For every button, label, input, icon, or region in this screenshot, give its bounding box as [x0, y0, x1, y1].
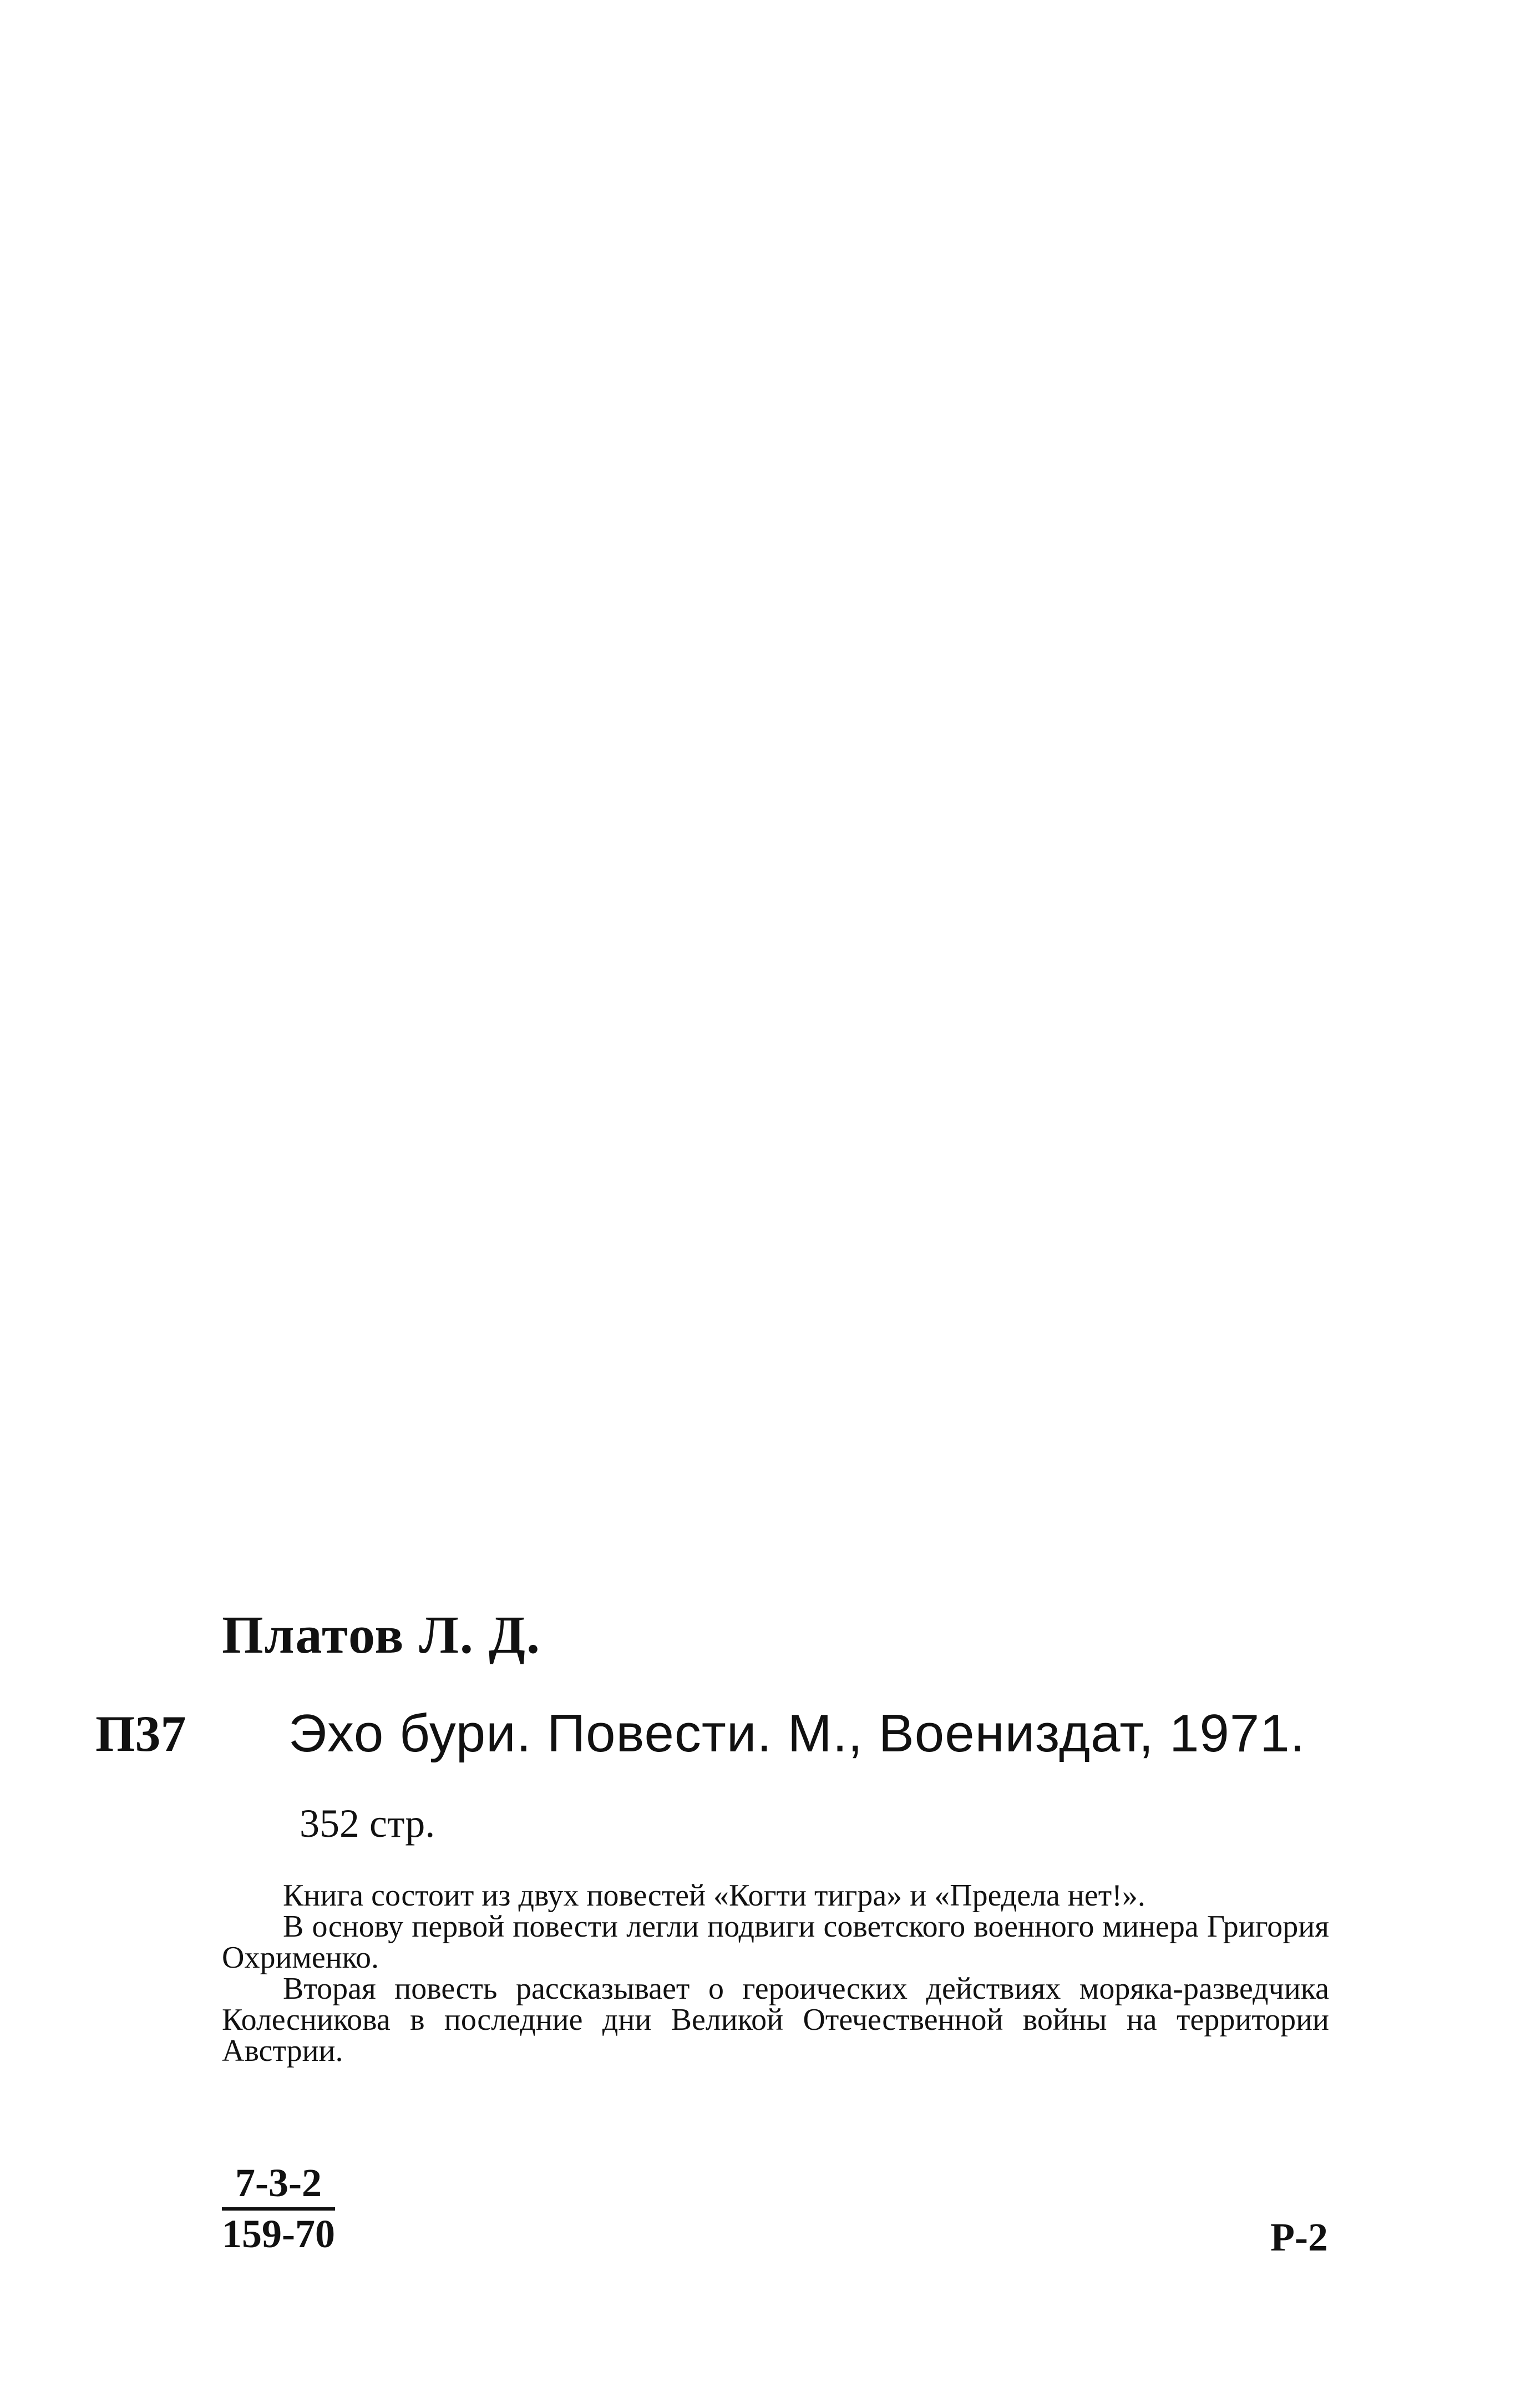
author-name: Платов Л. Д.	[222, 1605, 541, 1664]
catalog-index: П37	[95, 1705, 186, 1762]
annotation-paragraph: Вторая повесть рассказывает о героических действиях моряка-разведчика Колесникова в последние дни Великой Отечественной войны на территории Австрии.	[222, 1972, 1329, 2068]
annotation-paragraph: В основу первой повести легли подвиги советского военного минера Григория Охрименко.	[222, 1909, 1329, 1975]
annotation	[222, 1880, 1329, 2066]
classification-denominator: 159-70	[222, 2212, 335, 2256]
classification-numerator: 7-3-2	[222, 2163, 335, 2211]
classification-fraction	[222, 2163, 335, 2254]
library-code: Р-2	[1270, 2215, 1328, 2259]
annotation-paragraph: Книга состоит из двух повестей «Когти тигра» и «Предела нет!».	[283, 1878, 1145, 1913]
book-title-line: Эхо бури. Повести. М., Воениздат, 1971.	[288, 1704, 1306, 1763]
page-count: 352 стр.	[300, 1801, 435, 1846]
